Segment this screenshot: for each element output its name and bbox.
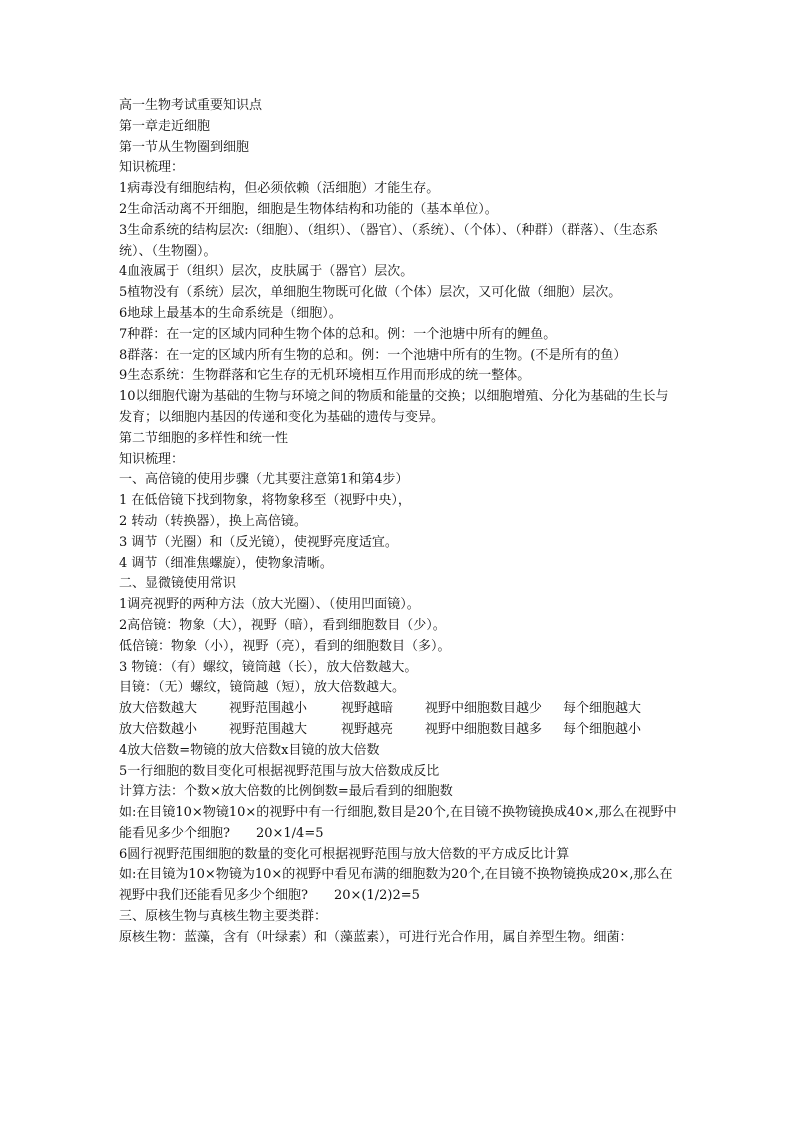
compare-cell: 视野越暗: [341, 701, 394, 717]
micro-point-2: 2高倍镜：物象（大），视野（暗），看到细胞数目（少）。: [119, 617, 446, 633]
hp-step-4: 4 调节（细准焦螺旋），使物象清晰。: [119, 555, 333, 571]
mag-example-1: 如:在目镜10×物镜10×的视野中有一行细胞,数目是20个,在目镜不换物镜换成40×,那么在视野中能看见多少个细胞? 20×1/4=5: [119, 805, 677, 841]
types-line: 原核生物：蓝藻，含有（叶绿素）和（藻蓝素），可进行光合作用，属自养型生物。细菌：: [119, 929, 633, 945]
document-page: [119, 96, 679, 949]
types-title: 三、原核生物与真核生物主要类群：: [119, 909, 328, 925]
point-10: 10以细胞代谢为基础的生物与环境之间的物质和能量的交换；以细胞增殖、分化为基础的生长与发育；以细胞内基因的传递和变化为基础的遗传与变异。: [119, 389, 669, 425]
mag-point-2: 5一行细胞的数目变化可根据视野范围与放大倍数成反比: [119, 763, 440, 779]
compare-row-1: [119, 699, 679, 720]
compare-cell: 视野范围越大: [229, 721, 308, 737]
microscope-title: 二、显微镜使用常识: [119, 576, 237, 592]
mag-point-3: 计算方法：个数×放大倍数的比例倒数=最后看到的细胞数: [119, 784, 453, 800]
section-heading-2: 第二节细胞的多样性和统一性: [119, 430, 289, 446]
compare-cell: 放大倍数越大: [119, 701, 198, 717]
point-3: 3生命系统的结构层次:（细胞）、（组织）、（器官）、（系统）、（个体）、（种群）（群落）、（生态系统）、（生物圈）。: [119, 222, 659, 259]
hp-step-2: 2 转动（转换器），换上高倍镜。: [119, 513, 307, 529]
mag-point-4: 6圆行视野范围细胞的数量的变化可根据视野范围与放大倍数的平方成反比计算: [119, 846, 570, 862]
mag-point-1: 4放大倍数=物镜的放大倍数х目镜的放大倍数: [119, 742, 380, 758]
doc-title: 高一生物考试重要知识点: [119, 98, 263, 113]
compare-cell: 视野越亮: [341, 721, 394, 737]
point-7: 7种群：在一定的区域内同种生物个体的总和。例：一个池塘中所有的鲤鱼。: [119, 326, 557, 342]
compare-row-2: [119, 720, 679, 741]
micro-point-1: 1调亮视野的两种方法（放大光圈）、（使用凹面镜）。: [119, 597, 420, 613]
point-9: 9生态系统：生物群落和它生存的无机环境相互作用而形成的统一整体。: [119, 368, 531, 384]
micro-point-4: 3 物镜：（有）螺纹，镜筒越（长），放大倍数越大。: [119, 659, 418, 675]
point-4: 4血液属于（组织）层次，皮肤属于（器官）层次。: [119, 264, 414, 280]
point-1: 1病毒没有细胞结构，但必须依赖（活细胞）才能生存。: [119, 181, 440, 197]
micro-point-5: 目镜：（无）螺纹，镜筒越（短），放大倍数越大。: [119, 680, 406, 696]
hp-step-1: 1 在低倍镜下找到物象，将物象移至（视野中央），: [119, 493, 411, 509]
hp-step-3: 3 调节（光圈）和（反光镜），使视野亮度适宜。: [119, 534, 398, 550]
compare-cell: 视野范围越小: [229, 701, 308, 717]
review-label-2: 知识梳理：: [119, 451, 185, 467]
compare-cell: 每个细胞越大: [563, 701, 642, 717]
section-heading: 第一节从生物圈到细胞: [119, 139, 250, 155]
mag-example-2: 如:在目镜为10×物镜为10×的视野中看见布满的细胞数为20个,在目镜不换物镜换成20×,那么在视野中我们还能看见多少个细胞? 20×(1/2)2=5: [119, 867, 673, 904]
chapter-heading: 第一章走近细胞: [119, 118, 211, 134]
point-6: 6地球上最基本的生命系统是（细胞）。: [119, 305, 342, 321]
compare-cell: 视野中细胞数目越少: [425, 701, 543, 717]
high-power-title: 一、高倍镜的使用步骤（尤其要注意第1和第4步）: [119, 472, 409, 488]
compare-cell: 视野中细胞数目越多: [425, 721, 543, 737]
point-2: 2生命活动离不开细胞，细胞是生物体结构和功能的（基本单位）。: [119, 201, 498, 217]
compare-cell: 放大倍数越小: [119, 721, 198, 737]
micro-point-3: 低倍镜：物象（小），视野（亮），看到的细胞数目（多）。: [119, 638, 451, 654]
compare-cell: 每个细胞越小: [563, 721, 642, 737]
review-label: 知识梳理：: [119, 160, 185, 176]
point-8: 8群落：在一定的区域内所有生物的总和。例：一个池塘中所有的生物。(不是所有的鱼）: [119, 347, 627, 363]
point-5: 5植物没有（系统）层次，单细胞生物既可化做（个体）层次，又可化做（细胞）层次。: [119, 285, 622, 301]
